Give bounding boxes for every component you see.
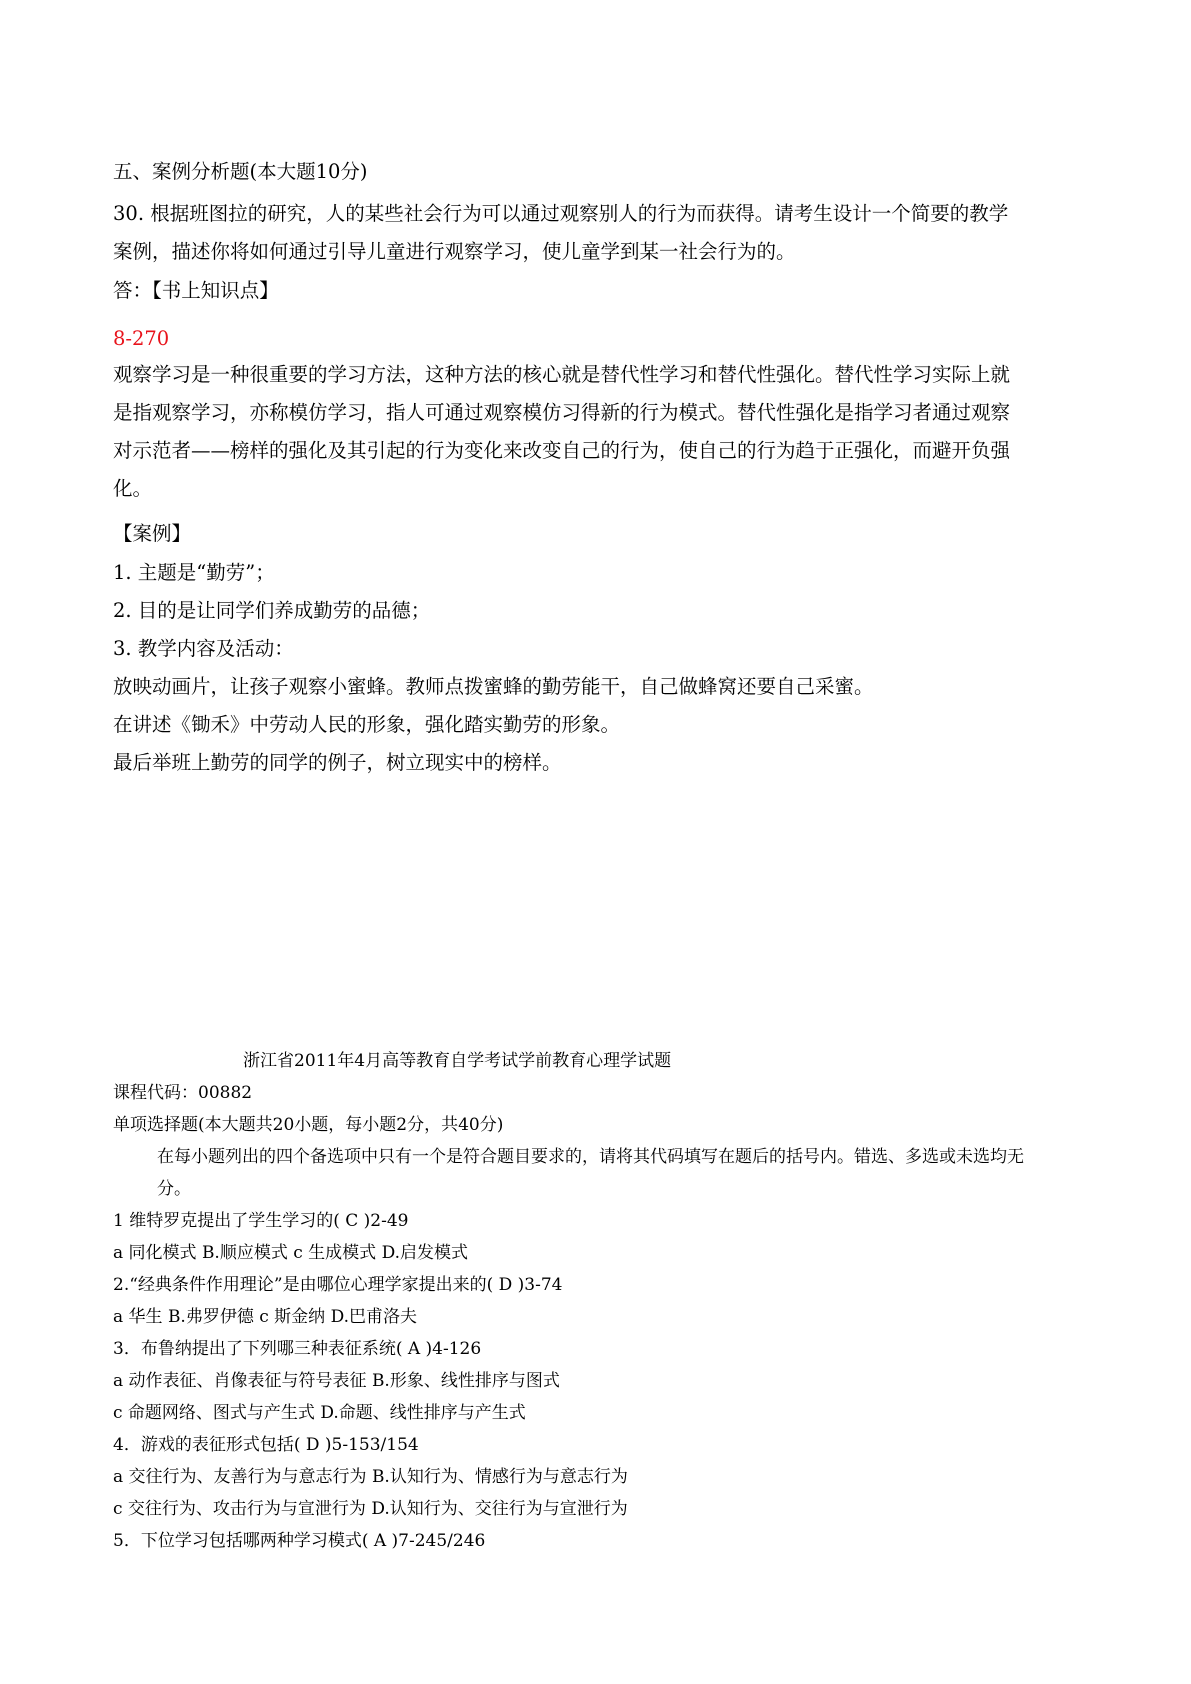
question-line: a 华生 B.弗罗伊德 c 斯金纳 D.巴甫洛夫: [113, 1307, 417, 1327]
question-line: c 交往行为、攻击行为与宣泄行为 D.认知行为、交往行为与宣泄行为: [113, 1499, 628, 1519]
exam-title: 浙江省2011年4月高等教育自学考试学前教育心理学试题: [243, 1051, 672, 1071]
case-heading: 【案例】: [113, 522, 192, 545]
explanation-line-1: 观察学习是一种很重要的学习方法，这种方法的核心就是替代性学习和替代性强化。替代性学习实际上就: [113, 363, 1011, 386]
explanation-line-4: 化。: [113, 477, 153, 500]
question-line: 2.“经典条件作用理论”是由哪位心理学家提出来的( D )3-74: [113, 1275, 563, 1295]
question-line: a 同化模式 B.顺应模式 c 生成模式 D.启发模式: [113, 1243, 468, 1263]
question-30-line-1: 30. 根据班图拉的研究，人的某些社会行为可以通过观察别人的行为而获得。请考生设计一个简要的教学: [113, 202, 1009, 225]
question-line: 5．下位学习包括哪两种学习模式( A )7-245/246: [113, 1531, 486, 1551]
question-line: a 交往行为、友善行为与意志行为 B.认知行为、情感行为与意志行为: [113, 1467, 628, 1487]
explanation-line-3: 对示范者——榜样的强化及其引起的行为变化来改变自己的行为，使自己的行为趋于正强化，而避开负强: [113, 439, 1011, 462]
question-line: 3．布鲁纳提出了下列哪三种表征系统( A )4-126: [113, 1339, 482, 1359]
case-item: 1. 主题是“勤劳”；: [113, 561, 275, 584]
part-heading: 单项选择题(本大题共20小题，每小题2分，共40分): [113, 1115, 504, 1135]
explanation-line-2: 是指观察学习，亦称模仿学习，指人可通过观察模仿习得新的行为模式。替代性强化是指学习者通过观察: [113, 401, 1011, 424]
case-item: 最后举班上勤劳的同学的例子，树立现实中的榜样。: [113, 751, 562, 774]
question-line: c 命题网络、图式与产生式 D.命题、线性排序与产生式: [113, 1403, 526, 1423]
course-code: 课程代码：00882: [113, 1083, 253, 1103]
question-line: a 动作表征、肖像表征与符号表征 B.形象、线性排序与图式: [113, 1371, 560, 1391]
page-reference: 8-270: [113, 327, 170, 350]
instructions-line-1: 在每小题列出的四个备选项中只有一个是符合题目要求的，请将其代码填写在题后的括号内。错选、多选或未选均无: [157, 1147, 1024, 1167]
instructions-line-2: 分。: [157, 1179, 191, 1199]
section-heading: 五、案例分析题(本大题10分): [113, 160, 368, 183]
case-item: 3. 教学内容及活动：: [113, 637, 294, 660]
case-item: 放映动画片，让孩子观察小蜜蜂。教师点拨蜜蜂的勤劳能干，自己做蜂窝还要自己采蜜。: [113, 675, 874, 698]
answer-label: 答：【书上知识点】: [113, 279, 279, 302]
question-line: 4．游戏的表征形式包括( D )5-153/154: [113, 1435, 419, 1455]
case-item: 在讲述《锄禾》中劳动人民的形象，强化踏实勤劳的形象。: [113, 713, 621, 736]
question-30-line-2: 案例，描述你将如何通过引导儿童进行观察学习，使儿童学到某一社会行为的。: [113, 240, 796, 263]
question-line: 1 维特罗克提出了学生学习的( C )2-49: [113, 1211, 409, 1231]
case-item: 2. 目的是让同学们养成勤劳的品德；: [113, 599, 431, 622]
